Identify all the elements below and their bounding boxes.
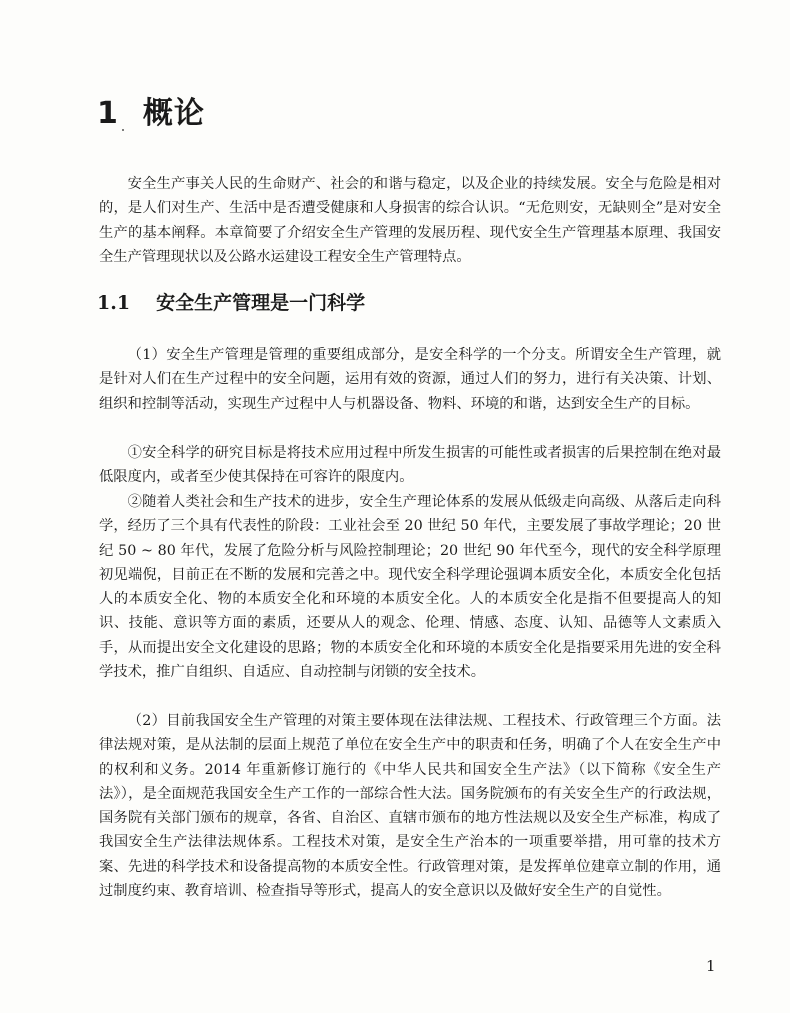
page-number: 1 bbox=[706, 957, 716, 975]
scan-dot bbox=[122, 129, 124, 131]
paragraph-3: ②随着人类社会和生产技术的进步，安全生产理论体系的发展从低级走向高级、从落后走向科学，经历了三个具有代表性的阶段：工业社会至 20 世纪 50 年代，主要发展了事故学理论；20 世纪 50 ~ 80 年代，发展了危险分析与风险控制理论；20 世纪 90 年代至今，现代的安全科学原理初见端倪，目前正在不断的发展和完善之中。现代安全科学理论强调本质安全化，本质安全化包括人的本质安全化、物的本质安全化和环境的本质安全化。人的本质安全化是指不但要提高人的知识、技能、意识等方面的素质，还要从人的观念、伦理、情感、态度、认知、品德等人文素质入手，从而提出安全文化建设的思路；物的本质安全化和环境的本质安全化是指要采用先进的安全科学技术，推广自组织、自适应、自动控制与闭锁的安全技术。 bbox=[99, 494, 721, 681]
paragraph-2: ①安全科学的研究目标是将技术应用过程中所发生损害的可能性或者损害的后果控制在绝对最低限度内，或者至少使其保持在可容许的限度内。 bbox=[99, 445, 721, 486]
paragraph-1: （1）安全生产管理是管理的重要组成部分，是安全科学的一个分支。所谓安全生产管理，就是针对人们在生产过程中的安全问题，运用有效的资源，通过人们的努力，进行有关决策、计划、组织和控制等活动，实现生产过程中人与机器设备、物料、环境的和谐，达到安全生产的目标。 bbox=[99, 347, 721, 412]
section-title: 安全生产管理是一门科学 bbox=[156, 292, 366, 314]
chapter-title: 概论 bbox=[142, 96, 205, 131]
chapter-number: 1 bbox=[97, 96, 119, 131]
paragraph-4: （2）目前我国安全生产管理的对策主要体现在法律法规、工程技术、行政管理三个方面。法律法规对策，是从法制的层面上规范了单位在安全生产中的职责和任务，明确了个人在安全生产中的权利和义务。2014 年重新修订施行的《中华人民共和国安全生产法》（以下简称《安全生产法》），是全面规范我国安全生产工作的一部综合性大法。国务院颁布的有关安全生产的行政法规，国务院有关部门颁布的规章，各省、自治区、直辖市颁布的地方性法规以及安全生产标准，构成了我国安全生产法律法规体系。工程技术对策，是安全生产治本的一项重要举措，用可靠的技术方案、先进的科学技术和设备提高物的本质安全性。行政管理对策，是发挥单位建章立制的作用，通过制度约束、教育培训、检查指导等形式，提高人的安全意识以及做好安全生产的自觉性。 bbox=[99, 713, 721, 900]
section-heading bbox=[97, 288, 365, 315]
intro-paragraph: 安全生产事关人民的生命财产、社会的和谐与稳定，以及企业的持续发展。安全与危险是相对的，是人们对生产、生活中是否遭受健康和人身损害的综合认识。“无危则安，无缺则全”是对安全生产的基本阐释。本章简要了介绍安全生产管理的发展历程、现代安全生产管理基本原理、我国安全生产管理现状以及公路水运建设工程安全生产管理特点。 bbox=[99, 176, 721, 265]
chapter-heading bbox=[97, 88, 205, 132]
section-number: 1.1 bbox=[97, 292, 131, 314]
